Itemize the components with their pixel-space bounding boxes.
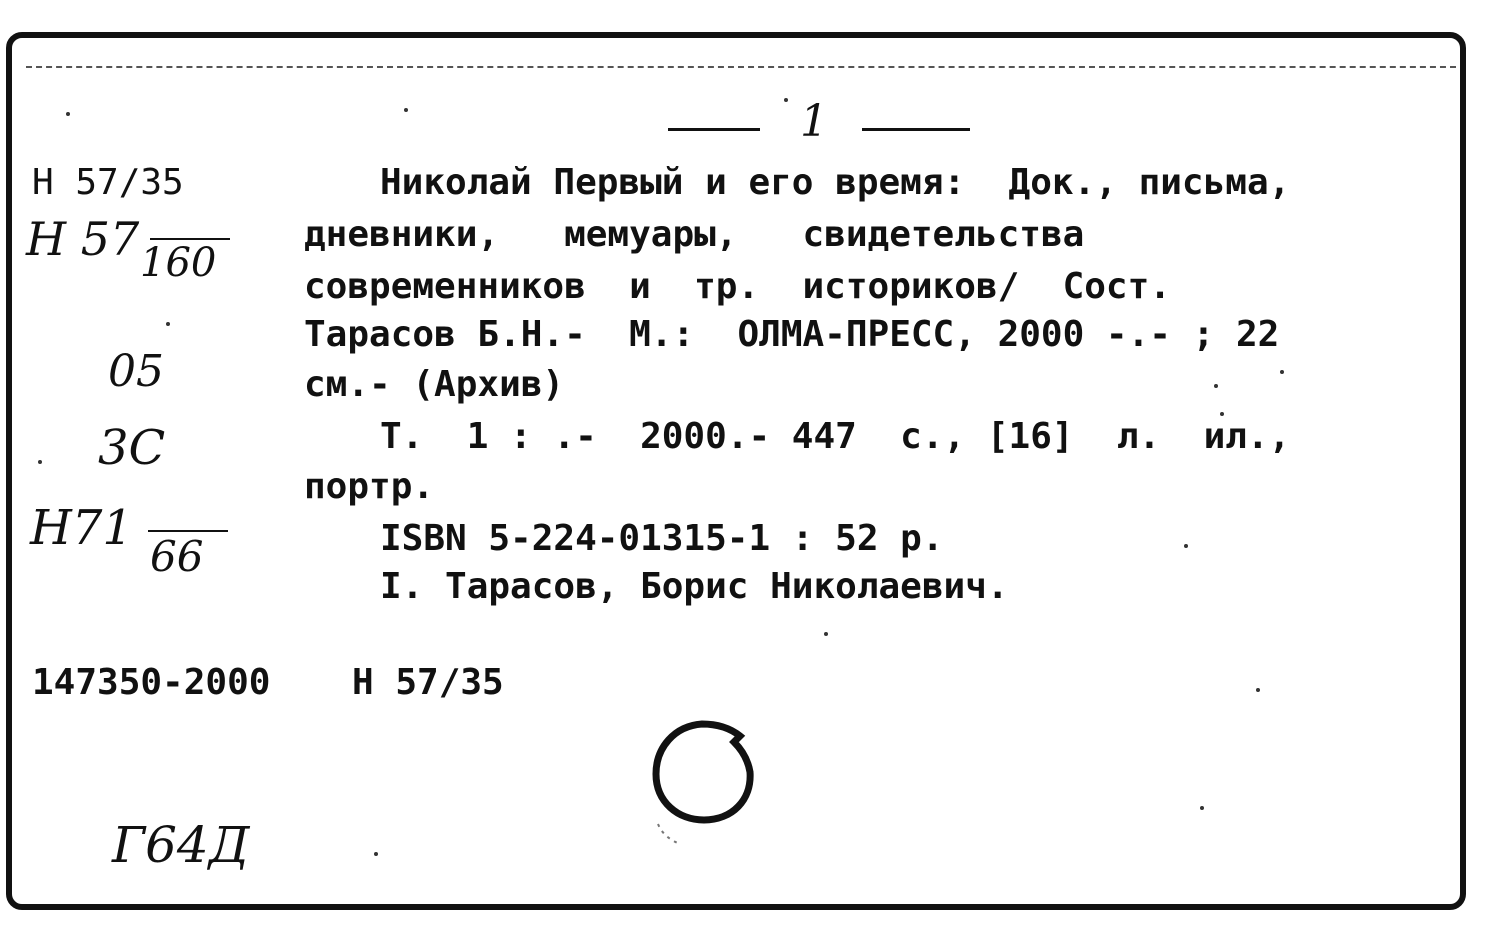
speck [404, 108, 408, 112]
number-dash-left [668, 128, 760, 131]
speck [1214, 384, 1218, 388]
body-line-1: Николай Первый и его время: Док., письма, [380, 162, 1291, 203]
body-line-8: ISBN 5-224-01315-1 : 52 р. [380, 518, 944, 559]
handwritten-mark-3: 3С [98, 420, 166, 476]
body-line-3: современников и тр. историков/ Сост. [304, 266, 1171, 307]
shelf-mark: Н 57/35 [32, 162, 184, 203]
body-line-5: см.- (Архив) [304, 364, 565, 405]
speck [824, 632, 828, 636]
number-dash-right [862, 128, 970, 131]
inventory-number: 147350-2000 [32, 662, 271, 703]
handwritten-mark-4: Н71 [30, 500, 133, 556]
handwritten-mark-2: 05 [108, 346, 164, 397]
speck [66, 112, 70, 116]
body-line-7: портр. [304, 466, 435, 507]
card-number: 1 [800, 96, 828, 147]
speck [166, 322, 170, 326]
speck [1200, 806, 1204, 810]
handwritten-mark-1: Н 57 [26, 212, 140, 266]
body-line-9: I. Тарасов, Борис Николаевич. [380, 566, 1009, 607]
speck [1280, 370, 1284, 374]
top-dashed-rule [26, 66, 1456, 68]
speck [1184, 544, 1188, 548]
handwritten-mark-1-sub: 160 [140, 240, 217, 286]
handwritten-bottom-mark: Г64Д [112, 816, 250, 874]
handwritten-mark-4-sub: 66 [150, 532, 204, 581]
punch-hole-icon [644, 716, 764, 866]
body-line-2: дневники, мемуары, свидетельства [304, 214, 1085, 255]
body-line-6: Т. 1 : .- 2000.- 447 с., [16] л. ил., [380, 416, 1291, 457]
speck [38, 460, 42, 464]
body-line-4: Тарасов Б.Н.- М.: ОЛМА-ПРЕСС, 2000 -.- ; 22 [304, 314, 1280, 355]
speck [784, 98, 788, 102]
speck [374, 852, 378, 856]
speck [1220, 412, 1224, 416]
speck [1256, 688, 1260, 692]
footer-shelf-mark: Н 57/35 [352, 662, 504, 703]
